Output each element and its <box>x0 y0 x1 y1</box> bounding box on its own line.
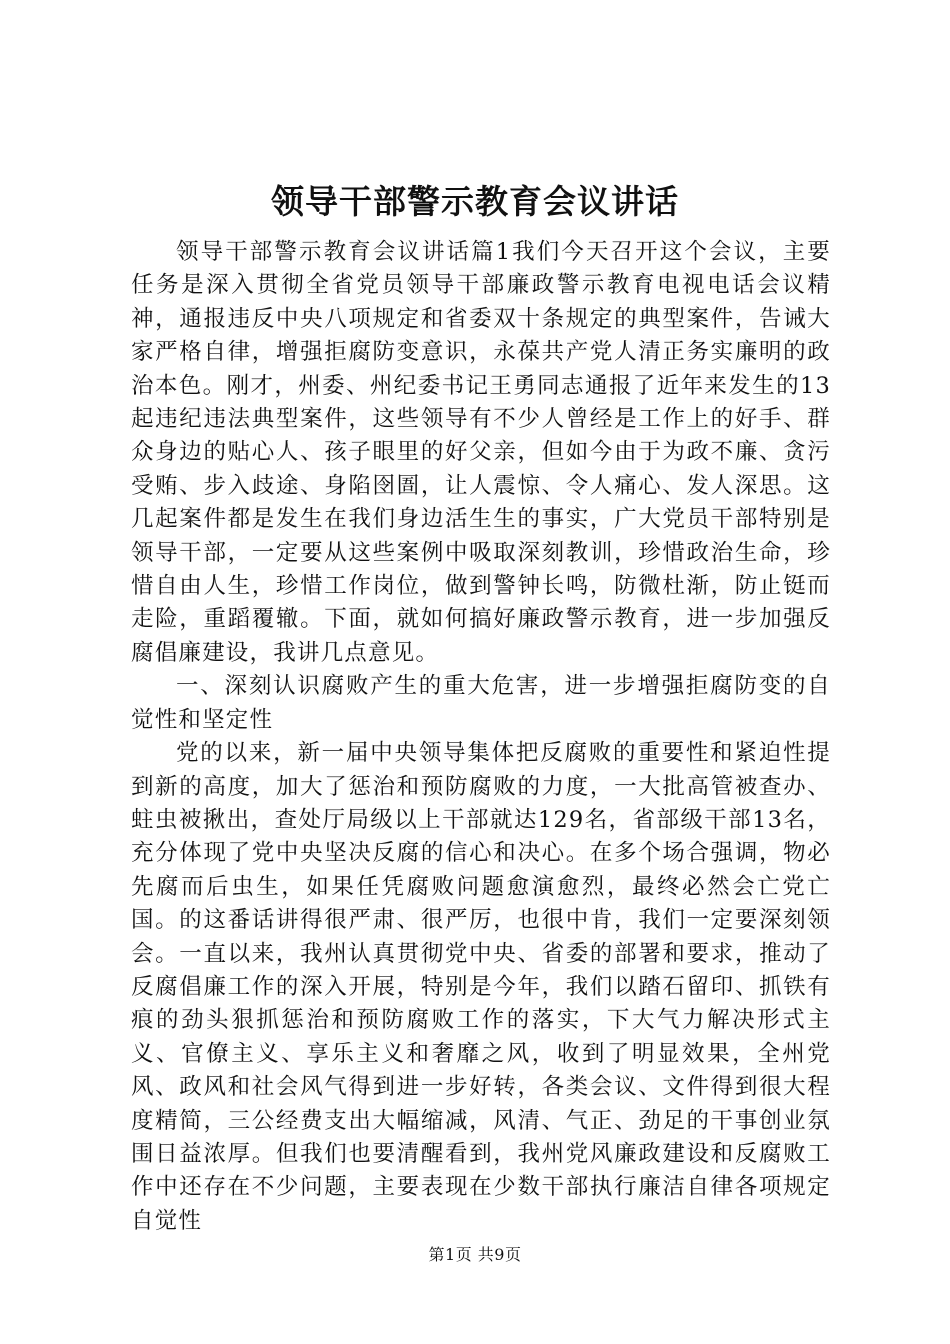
section-heading-1: 一、深刻认识腐败产生的重大危害，进一步增强拒腐防变的自觉性和坚定性 <box>131 673 831 733</box>
paragraph-intro: 领导干部警示教育会议讲话篇1我们今天召开这个会议，主要任务是深入贯彻全省党员领导干部廉政警示教育电视电话会议精神，通报违反中央八项规定和省委双十条规定的典型案件，告诫大家严格自律，增强拒腐防变意识，永葆共产党人清正务实廉明的政治本色。刚才，州委、州纪委书记王勇同志通报了近年来发生的13起违纪违法典型案件，这些领导有不少人曾经是工作上的好手、群众身边的贴心人、孩子眼里的好父亲，但如今由于为政不廉、贪污受贿、步入歧途、身陷囹圄，让人震惊、令人痛心、发人深思。这几起案件都是发生在我们身边活生生的事实，广大党员干部特别是领导干部，一定要从这些案例中吸取深刻教训，珍惜政治生命，珍惜自由人生，珍惜工作岗位，做到警钟长鸣，防微杜渐，防止铤而走险，重蹈覆辙。下面，就如何搞好廉政警示教育，进一步加强反腐倡廉建设，我讲几点意见。 <box>131 239 831 666</box>
page-title: 领导干部警示教育会议讲话 <box>271 182 679 221</box>
page-footer: 第1页 共9页 <box>428 1245 522 1264</box>
paragraph-section-1: 党的以来，新一届中央领导集体把反腐败的重要性和紧迫性提到新的高度，加大了惩治和预防腐败的力度，一大批高管被查办、蛀虫被揪出，查处厅局级以上干部就达129名，省部级干部13名，充分体现了党中央坚决反腐的信心和决心。在多个场合强调，物必先腐而后虫生，如果任凭腐败问题愈演愈烈，最终必然会亡党亡国。的这番话讲得很严肃、很严厉，也很中肯，我们一定要深刻领会。一直以来，我州认真贯彻党中央、省委的部署和要求，推动了反腐倡廉工作的深入开展，特别是今年，我们以踏石留印、抓铁有痕的劲头狠抓惩治和预防腐败工作的落实，下大气力解决形式主义、官僚主义、享乐主义和奢靡之风，收到了明显效果，全州党风、政风和社会风气得到进一步好转，各类会议、文件得到很大程度精简，三公经费支出大幅缩减，风清、气正、劲足的干事创业氛围日益浓厚。但我们也要清醒看到，我州党风廉政建设和反腐败工作中还存在不少问题，主要表现在少数干部执行廉洁自律各项规定自觉性 <box>131 740 831 1234</box>
document-body <box>131 236 831 1238</box>
